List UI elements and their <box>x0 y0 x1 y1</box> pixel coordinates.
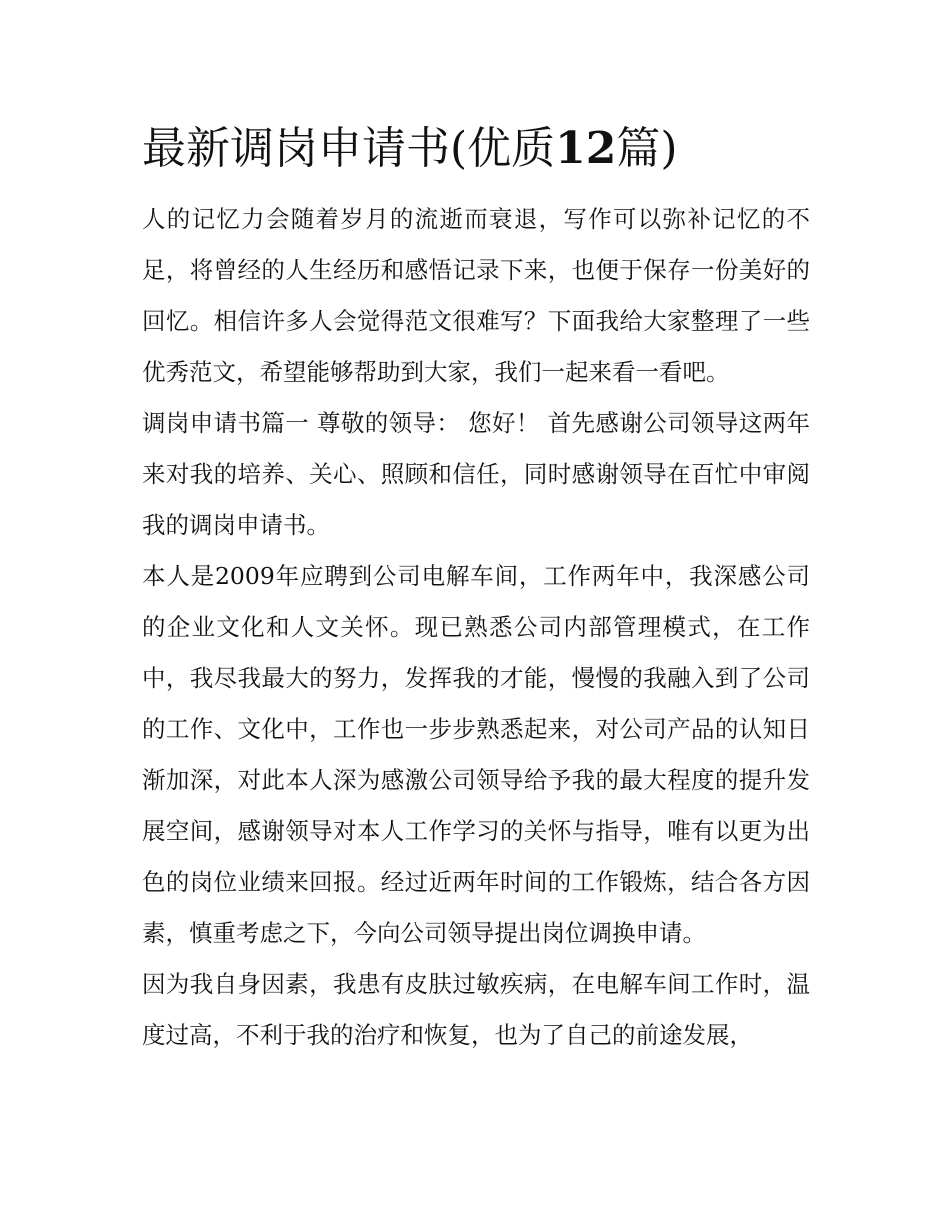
document-title <box>142 118 810 180</box>
paragraph-reason: 因为我自身因素，我患有皮肤过敏疾病，在电解车间工作时，温度过高，不利于我的治疗和恢复，也为了自己的前途发展， <box>142 970 810 1049</box>
paragraph-background: 本人是2009年应聘到公司电解车间，工作两年中，我深感公司的企业文化和人文关怀。现已熟悉公司内部管理模式，在工作中，我尽我最大的努力，发挥我的才能，慢慢的我融入到了公司的工作、文化中，工作也一步步熟悉起来，对公司产品的认知日渐加深，对此本人深为感激公司领导给予我的最大程度的提升发展空间，感谢领导对本人工作学习的关怀与指导，唯有以更为出色的岗位业绩来回报。经过近两年时间的工作锻炼，结合各方因素，慎重考虑之下，今向公司领导提出岗位调换申请。 <box>142 562 810 947</box>
title-number: 12 <box>555 123 617 174</box>
paragraph-intro: 人的记忆力会随着岁月的流逝而衰退，写作可以弥补记忆的不足，将曾经的人生经历和感悟记录下来，也便于保存一份美好的回忆。相信许多人会觉得范文很难写？下面我给大家整理了一些优秀范文，希望能够帮助到大家，我们一起来看一看吧。 <box>142 205 810 386</box>
document-body <box>142 118 810 1061</box>
paragraph-greeting: 调岗申请书篇一 尊敬的领导： 您好！ 首先感谢公司领导这两年来对我的培养、关心、照顾和信任，同时感谢领导在百忙中审阅我的调岗申请书。 <box>142 409 810 539</box>
title-suffix: 篇) <box>616 123 678 174</box>
title-main: 最新调岗申请书(优质 <box>142 123 556 174</box>
